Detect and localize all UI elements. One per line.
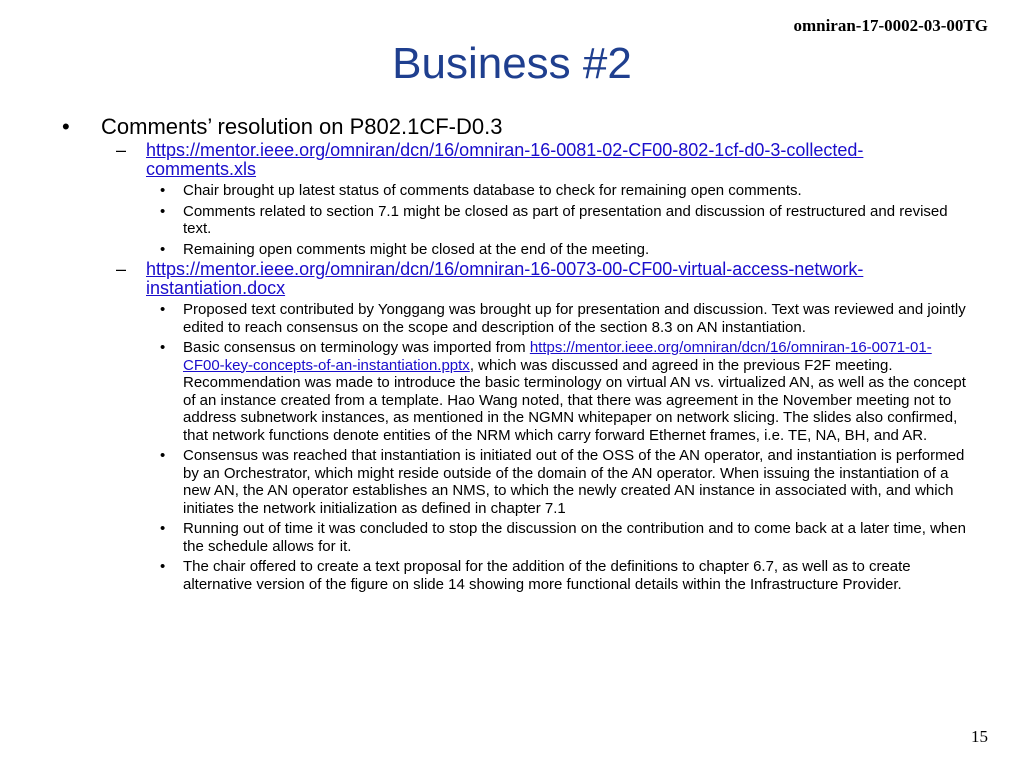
virtual-access-network-link[interactable]: https://mentor.ieee.org/omniran/dcn/16/omniran-16-0073-00-CF00-virtual-access-network-instantiation.docx: [146, 259, 864, 298]
bullet-marker: •: [160, 240, 166, 258]
bullet-marker: •: [160, 301, 166, 318]
dash-marker: –: [116, 140, 127, 160]
point-text: Chair brought up latest status of comments database to check for remaining open comments.: [183, 182, 802, 199]
bullet-marker: •: [62, 114, 70, 139]
slide-content: [0, 114, 1024, 593]
point-text: The chair offered to create a text proposal for the addition of the definitions to chapter 6.7, as well as to create alternative version of the figure on slide 14 showing more functional details within the Infrastructure Provider.: [183, 558, 911, 593]
point-text-continued: , which was discussed and agreed in the previous F2F meeting. Recommendation was made to introduce the basic terminology on virtual AN vs. virtualized AN, as well as the concept of an instance created from a template. Hao Wang noted, that there was agreement in the November meeting not to address subnetwork instances, as mentioned in the NGMN whitepaper on network slicing. The slides also confirmed, that network functions denote entities of the NRM which carry forward Ethernet frames, i.e. TE, NA, BH, and AR.: [183, 356, 966, 444]
bullet-text: Comments’ resolution on P802.1CF-D0.3: [101, 114, 503, 139]
point-item: [0, 558, 973, 593]
point-text: Consensus was reached that instantiation is initiated out of the OSS of the AN operator, and instantiation is performed by an Orchestrator, which might reside outside of the domain of the AN operator. When issuing the instantiation of a new AN, the AN operator establishes an NMS, to which the newly created AN instance in associated with, and which initiates the network initialization as defined in chapter 7.1: [183, 447, 965, 517]
bullet-marker: •: [160, 520, 166, 537]
bullet-marker: •: [160, 182, 166, 199]
page-number: 15: [971, 727, 988, 746]
point-text: Comments related to section 7.1 might be closed as part of presentation and discussion of restructured and revised text.: [183, 202, 948, 237]
point-item: [0, 447, 973, 517]
bullet-marker: •: [160, 339, 166, 356]
point-item: [0, 241, 973, 259]
bullet-marker: •: [160, 447, 166, 464]
dash-marker: –: [116, 259, 127, 279]
point-text: Running out of time it was concluded to stop the discussion on the contribution and to come back at a later time, when the schedule allows for it.: [183, 520, 966, 555]
bullet-marker: •: [160, 202, 166, 220]
point-text-intro: Basic consensus on terminology was imported from: [183, 339, 530, 356]
point-text: Remaining open comments might be closed at the end of the meeting.: [183, 240, 650, 258]
point-item: [0, 182, 973, 200]
key-concepts-link[interactable]: https://mentor.ieee.org/omniran/dcn/16/omniran-16-0071-01-CF00-key-concepts-of-an-instantiation.pptx: [183, 339, 932, 374]
sub-item-virtual-access-network: [0, 260, 926, 298]
bullet-comments-resolution: [0, 114, 981, 140]
bullet-marker: •: [160, 558, 166, 575]
sub-item-collected-comments: [0, 141, 926, 179]
point-item: [0, 301, 973, 336]
point-item: [0, 339, 973, 444]
point-item: [0, 520, 973, 555]
slide-title: Business #2: [392, 39, 632, 88]
collected-comments-link[interactable]: https://mentor.ieee.org/omniran/dcn/16/omniran-16-0081-02-CF00-802-1cf-d0-3-collected-comments.xls: [146, 140, 864, 179]
point-text: Proposed text contributed by Yonggang was brought up for presentation and discussion. Text was reviewed and jointly edited to reach consensus on the scope and description of the section 8.3 on AN instantiation.: [183, 301, 966, 336]
point-item: [0, 203, 973, 238]
document-id: omniran-17-0002-03-00TG: [793, 16, 988, 35]
